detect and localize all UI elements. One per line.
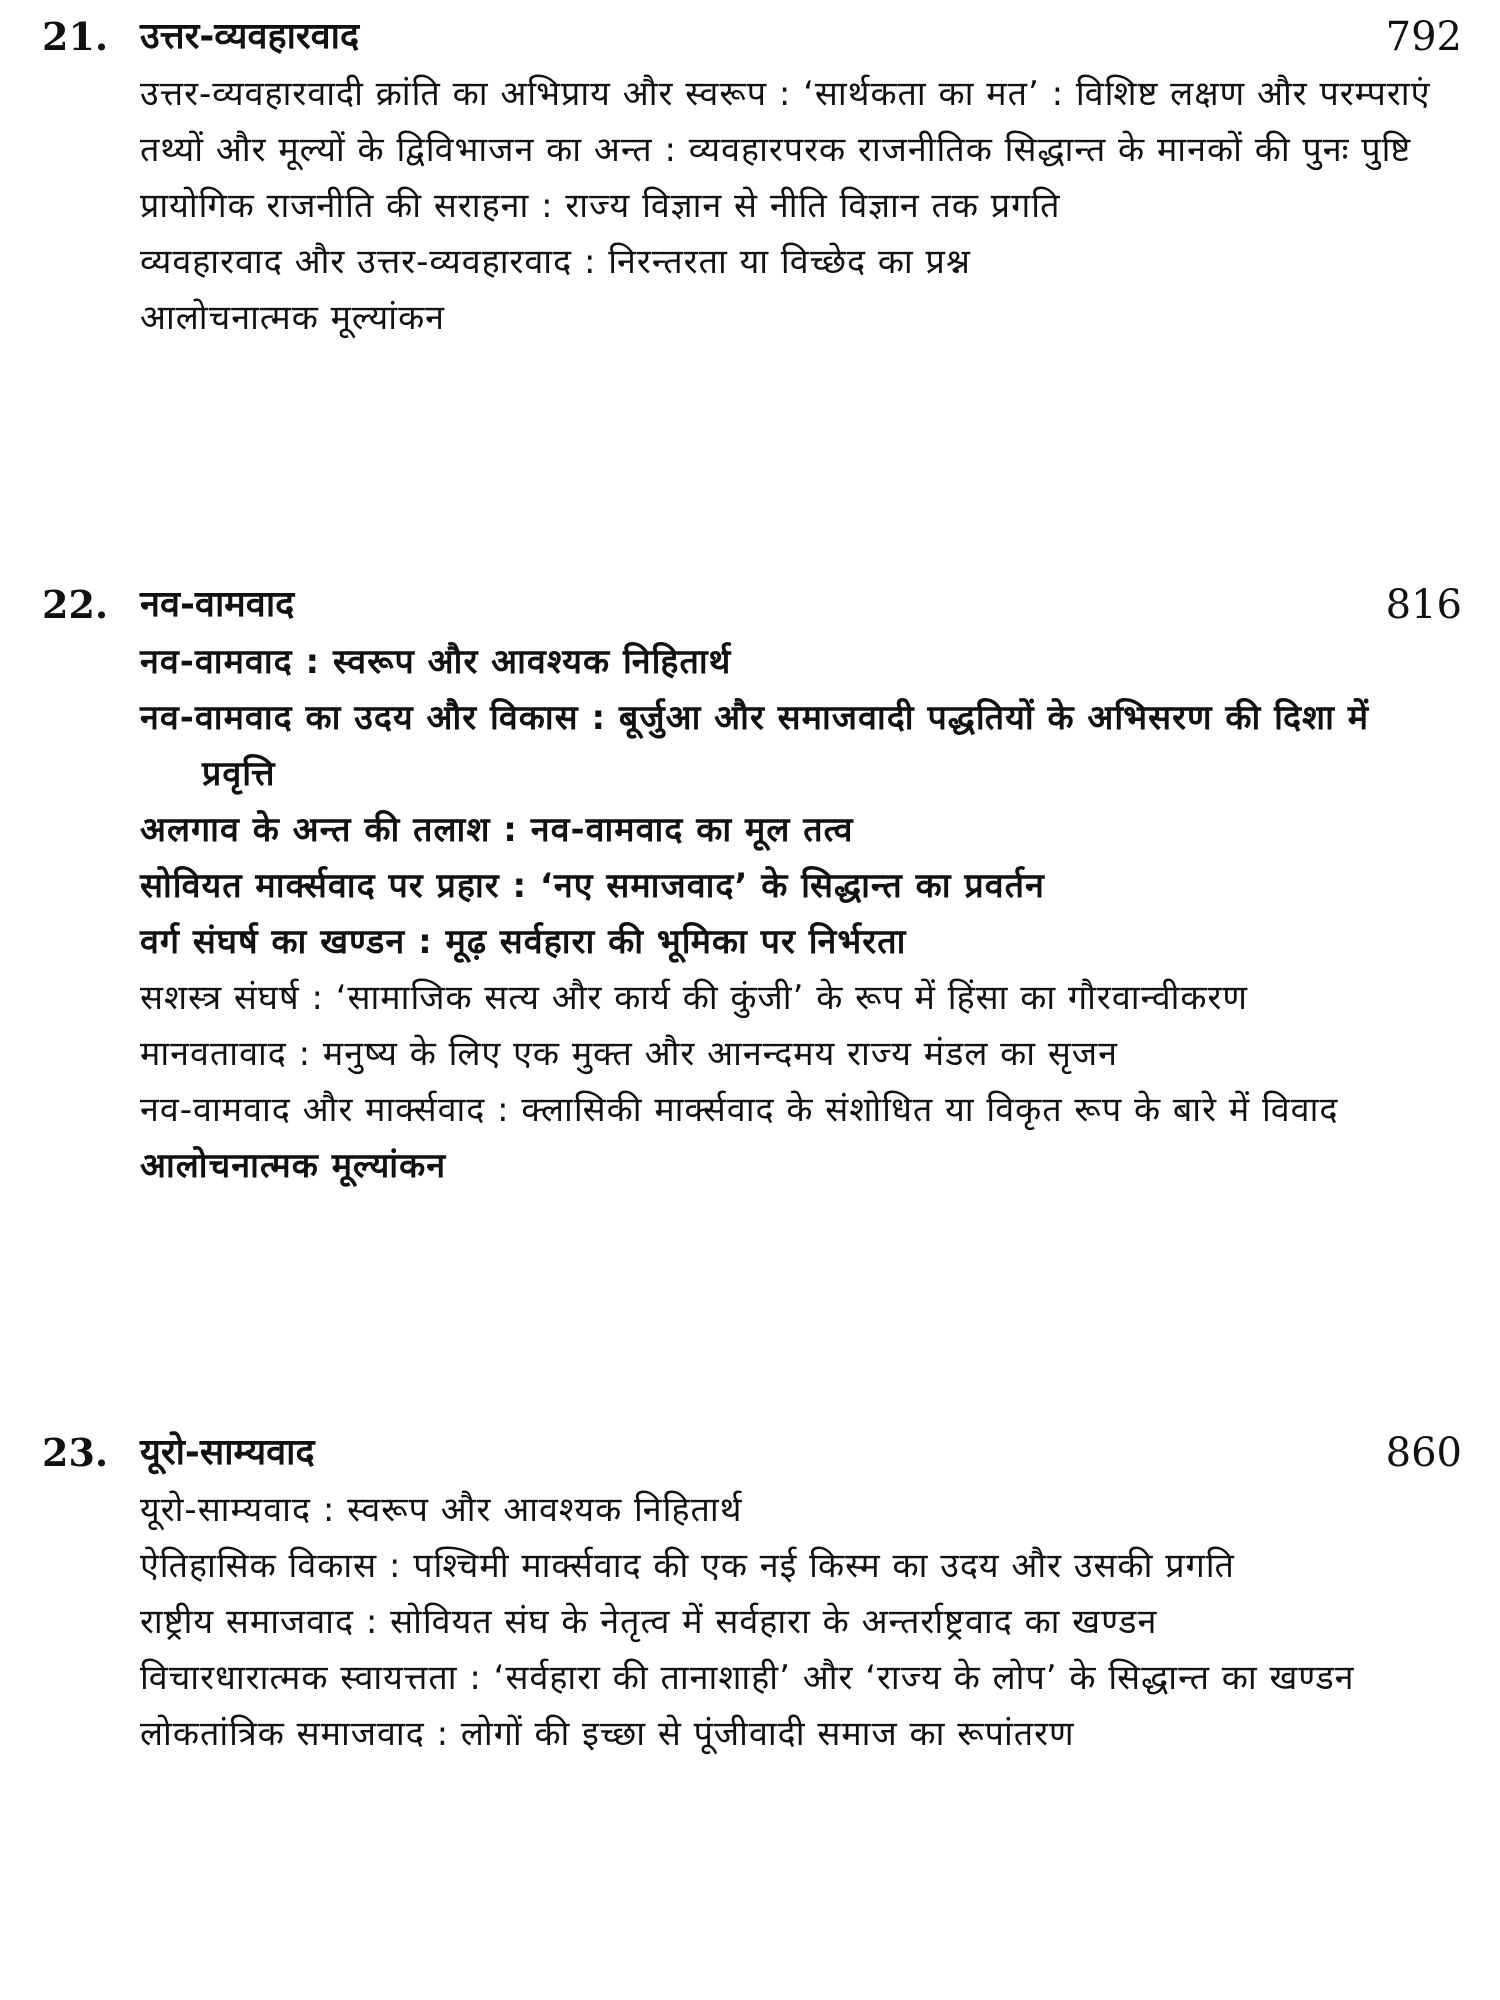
- topic-list: [0, 66, 1500, 346]
- topic-item: नव-वामवाद का उदय और विकास : बूर्जुआ और समाजवादी पद्धतियों के अभिसरण की दिशा में प्रवृत्ति: [140, 698, 1370, 794]
- chapter-22: [0, 576, 1500, 1194]
- chapter-title: नव-वामवाद: [140, 584, 295, 625]
- chapter-heading: [0, 8, 1500, 66]
- topic-item: नव-वामवाद : स्वरूप और आवश्यक निहितार्थ: [140, 642, 732, 682]
- chapter-21: [0, 8, 1500, 346]
- topic-item: यूरो-साम्यवाद : स्वरूप और आवश्यक निहितार्थ: [140, 1490, 743, 1530]
- chapter-page-number: 816: [1385, 582, 1462, 628]
- topic-item: नव-वामवाद और मार्क्सवाद : क्लासिकी मार्क्सवाद के संशोधित या विकृत रूप के बारे में विवाद: [140, 1090, 1339, 1130]
- topic-item: आलोचनात्मक मूल्यांकन: [140, 298, 446, 338]
- chapter-page-number: 860: [1385, 1430, 1462, 1476]
- topic-item: विचारधारात्मक स्वायत्तता : ‘सर्वहारा की तानाशाही’ और ‘राज्य के लोप’ के सिद्धान्त का खण्डन: [140, 1658, 1355, 1698]
- topic-item: आलोचनात्मक मूल्यांकन: [140, 1146, 447, 1186]
- chapter-title: उत्तर-व्यवहारवाद: [140, 16, 360, 57]
- topic-item: सोवियत मार्क्सवाद पर प्रहार : ‘नए समाजवाद’ के सिद्धान्त का प्रवर्तन: [140, 866, 1045, 906]
- chapter-title: यूरो-साम्यवाद: [140, 1432, 315, 1473]
- chapter-heading: [0, 576, 1500, 634]
- topic-item: मानवतावाद : मनुष्य के लिए एक मुक्त और आनन्दमय राज्य मंडल का सृजन: [140, 1034, 1118, 1074]
- topic-item: अलगाव के अन्त की तलाश : नव-वामवाद का मूल तत्व: [140, 810, 854, 850]
- chapter-heading: [0, 1424, 1500, 1482]
- topic-item: तथ्यों और मूल्यों के द्विविभाजन का अन्त : व्यवहारपरक राजनीतिक सिद्धान्त के मानकों की पुनः पुष्टि: [140, 130, 1412, 170]
- topic-item: प्रायोगिक राजनीति की सराहना : राज्य विज्ञान से नीति विज्ञान तक प्रगति: [140, 186, 1061, 226]
- topic-item: वर्ग संघर्ष का खण्डन : मूढ़ सर्वहारा की भूमिका पर निर्भरता: [140, 922, 907, 962]
- topic-list: [0, 634, 1500, 1194]
- chapter-23: [0, 1424, 1500, 1762]
- chapter-page-number: 792: [1385, 14, 1462, 60]
- topic-item: सशस्त्र संघर्ष : ‘सामाजिक सत्य और कार्य की कुंजी’ के रूप में हिंसा का गौरवान्वीकरण: [140, 978, 1249, 1018]
- chapter-number: 23.: [42, 1430, 109, 1475]
- topic-item: लोकतांत्रिक समाजवाद : लोगों की इच्छा से पूंजीवादी समाज का रूपांतरण: [140, 1714, 1075, 1754]
- topic-item: ऐतिहासिक विकास : पश्चिमी मार्क्सवाद की एक नई किस्म का उदय और उसकी प्रगति: [140, 1546, 1235, 1586]
- topic-item: राष्ट्रीय समाजवाद : सोवियत संघ के नेतृत्व में सर्वहारा के अन्तर्राष्ट्रवाद का खण्डन: [140, 1602, 1158, 1642]
- topic-item: व्यवहारवाद और उत्तर-व्यवहारवाद : निरन्तरता या विच्छेद का प्रश्न: [140, 242, 971, 282]
- chapter-number: 22.: [42, 582, 109, 627]
- chapter-number: 21.: [42, 14, 109, 59]
- topic-list: [0, 1482, 1500, 1762]
- topic-item: उत्तर-व्यवहारवादी क्रांति का अभिप्राय और स्वरूप : ‘सार्थकता का मत’ : विशिष्ट लक्षण और परम्पराएं: [140, 74, 1431, 114]
